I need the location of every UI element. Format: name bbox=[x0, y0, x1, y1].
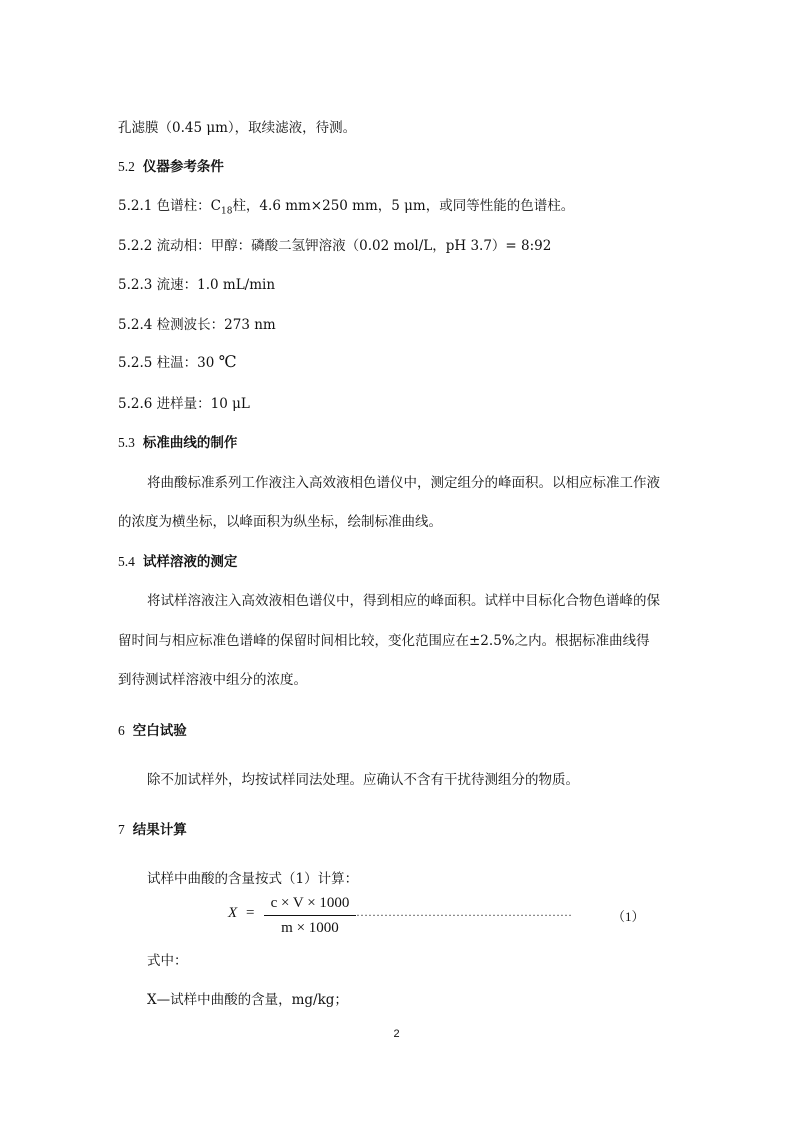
formula-leader-dots: ……………………………………………… bbox=[356, 905, 572, 919]
paragraph-line: 将曲酸标准系列工作液注入高效液相色谱仪中，测定组分的峰面积。以相应标准工作液 bbox=[147, 475, 660, 491]
paragraph-line: 除不加试样外，均按试样同法处理。应确认不含有干扰待测组分的物质。 bbox=[147, 772, 579, 788]
paragraph-line: 将试样溶液注入高效液相色谱仪中，得到相应的峰面积。试样中目标化合物色谱峰的保 bbox=[147, 593, 660, 609]
subscript: 18 bbox=[220, 206, 233, 217]
section-number: 5.2 bbox=[118, 159, 135, 174]
paragraph-line: 试样中曲酸的含量按式（1）计算： bbox=[147, 871, 359, 887]
text-line-5-2-2: 5.2.2 流动相：甲醇：磷酸二氢钾溶液（0.02 mol/L，pH 3.7）= 8:92 bbox=[118, 238, 552, 254]
section-number: 5.3 bbox=[118, 435, 135, 450]
formula-lhs: X bbox=[228, 905, 238, 921]
section-number: 7 bbox=[118, 822, 125, 837]
section-title: 仪器参考条件 bbox=[142, 159, 224, 175]
formula-denominator: m × 1000 bbox=[281, 920, 339, 936]
formula-numerator: c × V × 1000 bbox=[270, 895, 350, 911]
section-heading-5-4 bbox=[118, 550, 237, 570]
section-title: 试样溶液的测定 bbox=[142, 554, 238, 570]
section-title: 空白试验 bbox=[132, 723, 187, 739]
paragraph-line: 留时间与相应标准色谱峰的保留时间相比较，变化范围应在±2.5%之内。根据标准曲线得 bbox=[118, 633, 650, 649]
paragraph-line: 的浓度为横坐标，以峰面积为纵坐标，绘制标准曲线。 bbox=[118, 514, 442, 530]
section-title: 结果计算 bbox=[132, 822, 187, 838]
section-heading-6 bbox=[118, 719, 187, 739]
section-title: 标准曲线的制作 bbox=[142, 435, 238, 451]
variable-definition: X—试样中曲酸的含量，mg/kg； bbox=[147, 992, 348, 1008]
text-line-5-2-3: 5.2.3 流速：1.0 mL/min bbox=[118, 277, 276, 293]
section-heading-5-3 bbox=[118, 431, 237, 451]
text-line-5-2-1 bbox=[118, 194, 574, 217]
text-segment: 5.2.5 柱温：30 bbox=[118, 355, 219, 371]
section-number: 6 bbox=[118, 723, 125, 738]
text-segment: 柱，4.6 mm×250 mm，5 μm，或同等性能的色谱柱。 bbox=[232, 198, 575, 214]
text-line: 孔滤膜（0.45 μm），取续滤液，待测。 bbox=[118, 120, 357, 136]
where-label: 式中： bbox=[147, 953, 188, 969]
formula-equals: = bbox=[246, 905, 255, 921]
unit: ℃ bbox=[218, 352, 237, 371]
text-line-5-2-6: 5.2.6 进样量：10 μL bbox=[118, 396, 250, 412]
fraction-bar bbox=[264, 915, 356, 916]
text-segment: 5.2.1 色谱柱：C bbox=[118, 198, 221, 214]
page-number: 2 bbox=[393, 1028, 400, 1040]
section-heading-7 bbox=[118, 818, 187, 838]
formula-number: （1） bbox=[612, 909, 645, 924]
section-number: 5.4 bbox=[118, 554, 135, 569]
paragraph-line: 到待测试样溶液中组分的浓度。 bbox=[118, 672, 307, 688]
section-heading-5-2 bbox=[118, 155, 224, 175]
formula-fraction bbox=[264, 893, 356, 938]
text-line-5-2-4: 5.2.4 检测波长：273 nm bbox=[118, 317, 276, 333]
text-line-5-2-5 bbox=[118, 351, 237, 371]
